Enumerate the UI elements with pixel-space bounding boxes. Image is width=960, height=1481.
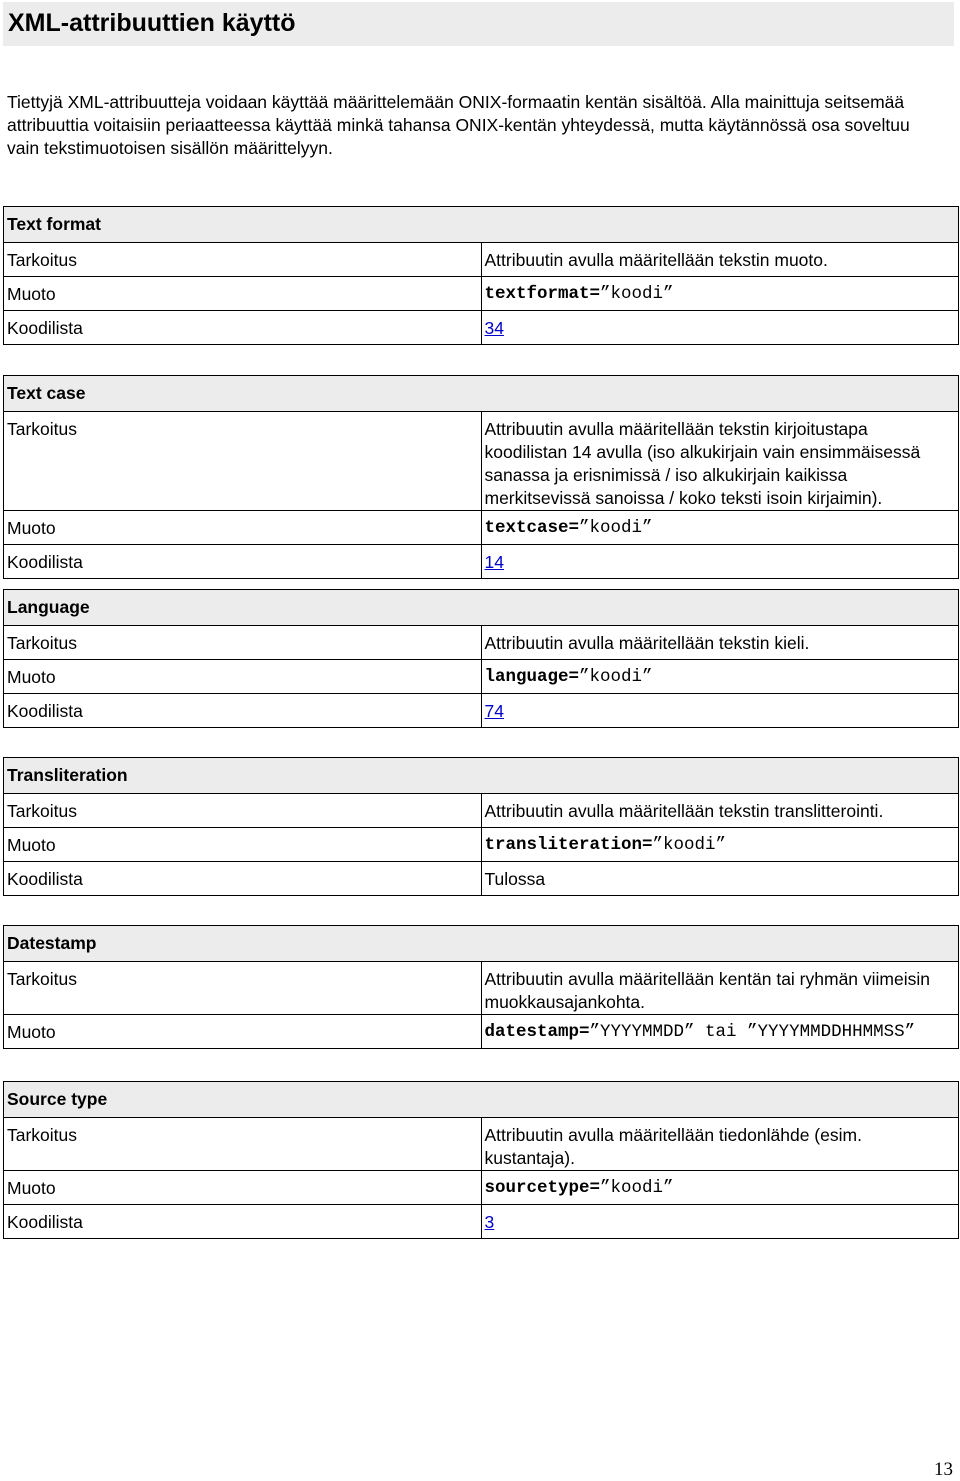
format-value: ”koodi” (579, 667, 653, 687)
attribute-name: Text format (4, 207, 959, 243)
codelist-link[interactable]: 34 (484, 318, 504, 338)
format-syntax (481, 1015, 959, 1049)
attribute-name: Transliteration (4, 758, 959, 794)
format-label: Muoto (4, 1171, 482, 1205)
format-syntax (481, 828, 959, 862)
purpose-label: Tarkoitus (4, 1118, 482, 1171)
format-value: ”YYYYMMDD” tai ”YYYYMMDDHHMMSS” (589, 1022, 916, 1042)
purpose-label: Tarkoitus (4, 412, 482, 511)
format-attribute: datestamp= (484, 1022, 590, 1042)
format-syntax (481, 511, 959, 545)
purpose-text: Attribuutin avulla määritellään tekstin translitterointi. (481, 794, 959, 828)
format-attribute: language= (484, 667, 580, 687)
format-attribute: textformat= (484, 284, 601, 304)
format-label: Muoto (4, 1015, 482, 1049)
codelist-label: Koodilista (4, 862, 482, 896)
attribute-name: Language (4, 590, 959, 626)
purpose-label: Tarkoitus (4, 626, 482, 660)
codelist-label: Koodilista (4, 694, 482, 728)
attribute-table-source-type (3, 1081, 959, 1239)
attribute-name: Source type (4, 1082, 959, 1118)
purpose-text: Attribuutin avulla määritellään kentän tai ryhmän viimeisin muokkausajankohta. (481, 962, 959, 1015)
codelist-label: Koodilista (4, 311, 482, 345)
purpose-label: Tarkoitus (4, 794, 482, 828)
format-label: Muoto (4, 828, 482, 862)
intro-paragraph: Tiettyjä XML-attribuutteja voidaan käyttää määrittelemään ONIX-formaatin kentän sisältöä. Alla mainittuja seitsemää attribuuttia voitaisiin periaatteessa käyttää minkä tahansa ONIX-kentän yhteydessä, mutta käytännössä osa soveltuu vain tekstimuotoisen sisällön määrittelyyn. (7, 92, 910, 158)
codelist-link[interactable]: 3 (484, 1212, 495, 1232)
codelist-status: Tulossa (481, 862, 959, 896)
format-value: ”koodi” (600, 284, 674, 304)
format-label: Muoto (4, 277, 482, 311)
format-syntax (481, 1171, 959, 1205)
format-value: ”koodi” (652, 835, 727, 855)
page-number: 13 (934, 1459, 953, 1480)
codelist-link[interactable]: 74 (484, 701, 504, 721)
format-attribute: transliteration= (484, 835, 653, 855)
attribute-table-text-format (3, 206, 959, 345)
format-value: ”koodi” (600, 1178, 674, 1198)
format-syntax (481, 660, 959, 694)
format-label: Muoto (4, 660, 482, 694)
attribute-table-language (3, 589, 959, 728)
attribute-table-text-case (3, 375, 959, 579)
purpose-text: Attribuutin avulla määritellään tekstin kieli. (481, 626, 959, 660)
codelist-label: Koodilista (4, 545, 482, 579)
purpose-label: Tarkoitus (4, 243, 482, 277)
format-syntax (481, 277, 959, 311)
purpose-text: Attribuutin avulla määritellään tekstin muoto. (481, 243, 959, 277)
format-attribute: sourcetype= (484, 1178, 601, 1198)
purpose-label: Tarkoitus (4, 962, 482, 1015)
codelist-label: Koodilista (4, 1205, 482, 1239)
codelist-link[interactable]: 14 (484, 552, 504, 572)
attribute-name: Datestamp (4, 926, 959, 962)
attribute-table-datestamp (3, 925, 959, 1049)
purpose-text: Attribuutin avulla määritellään tekstin kirjoitustapa koodilistan 14 avulla (iso alkukirjain vain ensimmäisessä sanassa ja erisnimissä / iso alkukirjain kaikissa merkitsevissä sanoissa / koko teksti isoin kirjaimin). (481, 412, 959, 511)
attribute-table-transliteration (3, 757, 959, 896)
format-label: Muoto (4, 511, 482, 545)
attribute-name: Text case (4, 376, 959, 412)
page-title: XML-attribuuttien käyttö (3, 2, 954, 46)
format-value: ”koodi” (579, 518, 653, 538)
format-attribute: textcase= (484, 518, 580, 538)
purpose-text: Attribuutin avulla määritellään tiedonlähde (esim. kustantaja). (481, 1118, 959, 1171)
